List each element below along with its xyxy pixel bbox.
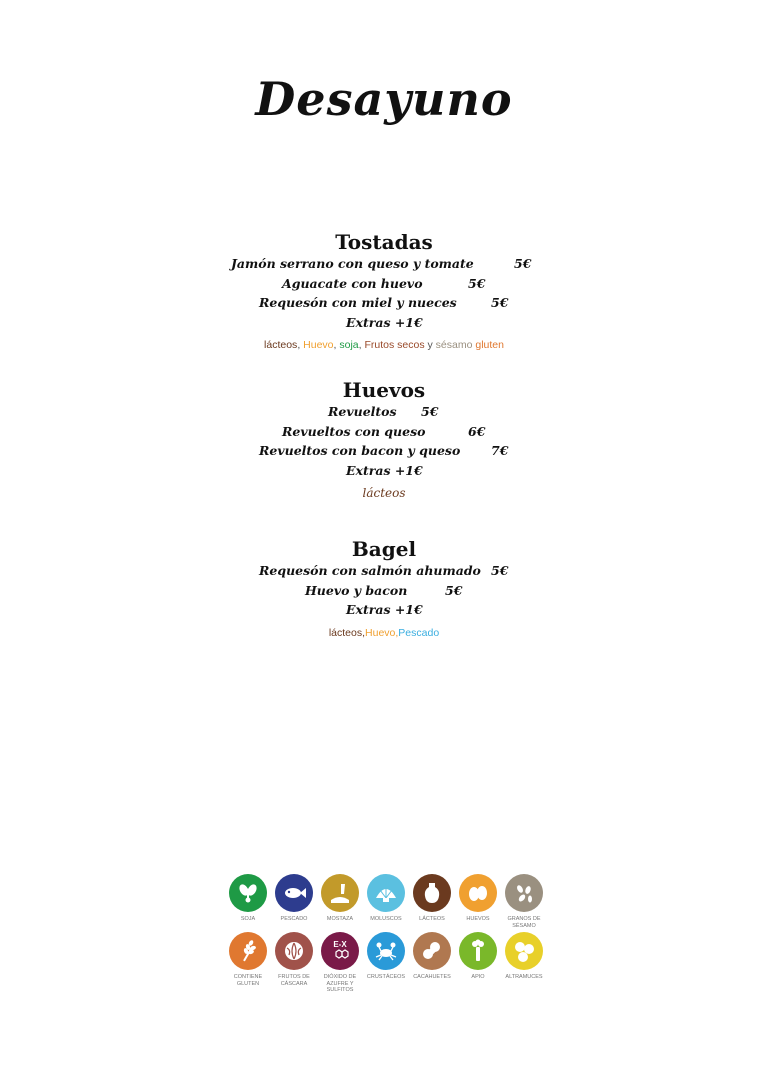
allergen-text: lácteos, xyxy=(328,626,366,639)
item-price: 5€ xyxy=(491,563,509,578)
allergen-separator: y xyxy=(424,339,436,351)
item-price: 5€ xyxy=(445,582,463,598)
legend-label: CONTIENE GLUTEN xyxy=(233,974,263,987)
legend-label: FRUTOS DE CÁSCARA xyxy=(278,974,310,987)
shell-icon xyxy=(367,874,405,912)
item-name: Jamón serrano con queso y tomate xyxy=(231,256,474,271)
legend-mostaza xyxy=(316,874,364,923)
allergen-text: Pescado xyxy=(398,626,440,639)
legend-pescado xyxy=(270,874,318,923)
egg-icon xyxy=(459,874,497,912)
legend-label: SOJA xyxy=(240,916,256,922)
legend-label: APIO xyxy=(471,974,485,980)
sulfite-icon xyxy=(321,932,359,970)
allergen-text: lácteos xyxy=(264,339,298,351)
allergen-line xyxy=(0,485,768,501)
legend-altramuces xyxy=(500,932,548,981)
menu-title: Desayuno xyxy=(255,72,513,126)
allergen-line xyxy=(0,625,768,641)
item-name: Extras +1€ xyxy=(346,462,423,478)
legend-moluscos xyxy=(362,874,410,923)
allergen-separator: , xyxy=(358,339,365,351)
menu-item xyxy=(0,276,768,296)
item-price: 5€ xyxy=(468,275,486,291)
allergen-text: lácteos xyxy=(362,486,406,500)
legend-label: MOLUSCOS xyxy=(370,916,402,922)
section-huevos xyxy=(0,376,768,501)
section-title: Huevos xyxy=(342,378,426,402)
sulfite-badge: E-X xyxy=(333,940,347,949)
item-name: Aguacate con huevo xyxy=(282,275,423,291)
menu-item-extras xyxy=(0,315,768,335)
menu-item-extras xyxy=(0,602,768,622)
legend-label: HUEVOS xyxy=(466,916,490,922)
mustard-icon xyxy=(321,874,359,912)
legend-label: DIÓXIDO DE AZUFRE Y SULFITOS xyxy=(323,974,357,993)
menu-item xyxy=(0,256,768,276)
allergen-text: Frutos secos xyxy=(364,339,425,351)
milk-icon xyxy=(413,874,451,912)
legend-huevos xyxy=(454,874,502,923)
wheat-icon xyxy=(229,932,267,970)
legend-apio xyxy=(454,932,502,981)
menu-item xyxy=(0,443,768,463)
item-price: 5€ xyxy=(491,295,509,310)
item-name: Revueltos con bacon y queso xyxy=(259,443,461,458)
menu-item xyxy=(0,295,768,315)
legend-sulfitos xyxy=(316,932,364,994)
menu-item xyxy=(0,424,768,444)
allergen-separator: , xyxy=(297,339,304,351)
allergen-text: Huevo, xyxy=(365,626,399,639)
sesame-icon xyxy=(505,874,543,912)
allergen-legend xyxy=(228,874,548,1004)
allergen-text: soja xyxy=(339,339,359,351)
section-tostadas xyxy=(0,228,768,353)
legend-sesamo xyxy=(500,874,548,929)
legend-soja xyxy=(224,874,272,923)
menu-item xyxy=(0,563,768,583)
legend-crustaceos xyxy=(362,932,410,981)
nut-icon xyxy=(275,932,313,970)
item-name: Requesón con salmón ahumado xyxy=(259,563,481,578)
legend-frutos-cascara xyxy=(270,932,318,987)
legend-label: MOSTAZA xyxy=(326,916,354,922)
menu-item xyxy=(0,583,768,603)
legend-label: ALTRAMUCES xyxy=(505,974,543,980)
item-name: Requesón con miel y nueces xyxy=(259,295,457,310)
crab-icon xyxy=(367,932,405,970)
item-price: 7€ xyxy=(491,443,509,458)
peanut-icon xyxy=(413,932,451,970)
allergen-text: gluten xyxy=(472,339,504,351)
item-name: Revueltos con queso xyxy=(282,423,426,439)
item-name: Extras +1€ xyxy=(346,602,423,617)
item-name: Huevo y bacon xyxy=(305,582,408,598)
allergen-line xyxy=(0,337,768,353)
menu-item-extras xyxy=(0,463,768,483)
legend-label: CACAHUETES xyxy=(413,974,451,980)
section-bagel xyxy=(0,535,768,641)
soy-icon xyxy=(229,874,267,912)
section-title: Tostadas xyxy=(335,230,433,254)
allergen-separator: , xyxy=(333,339,340,351)
legend-gluten xyxy=(224,932,272,987)
legend-label: PESCADO xyxy=(280,916,308,922)
legend-label: CRUSTÁCEOS xyxy=(366,974,406,980)
legend-cacahuetes xyxy=(408,932,456,981)
allergen-text: sésamo xyxy=(435,339,473,351)
item-name: Revueltos xyxy=(328,404,397,419)
legend-lacteos xyxy=(408,874,456,923)
legend-label: LÁCTEOS xyxy=(419,916,445,922)
legend-label: GRANOS DE SÉSAMO xyxy=(507,916,541,929)
item-price: 5€ xyxy=(421,404,439,419)
fish-icon xyxy=(275,874,313,912)
menu-item xyxy=(0,404,768,424)
section-title: Bagel xyxy=(351,537,417,561)
item-price: 5€ xyxy=(514,256,532,271)
allergen-text: Huevo xyxy=(303,339,334,351)
celery-icon xyxy=(459,932,497,970)
item-name: Extras +1€ xyxy=(346,314,423,330)
item-price: 6€ xyxy=(468,423,486,439)
lupin-icon xyxy=(505,932,543,970)
